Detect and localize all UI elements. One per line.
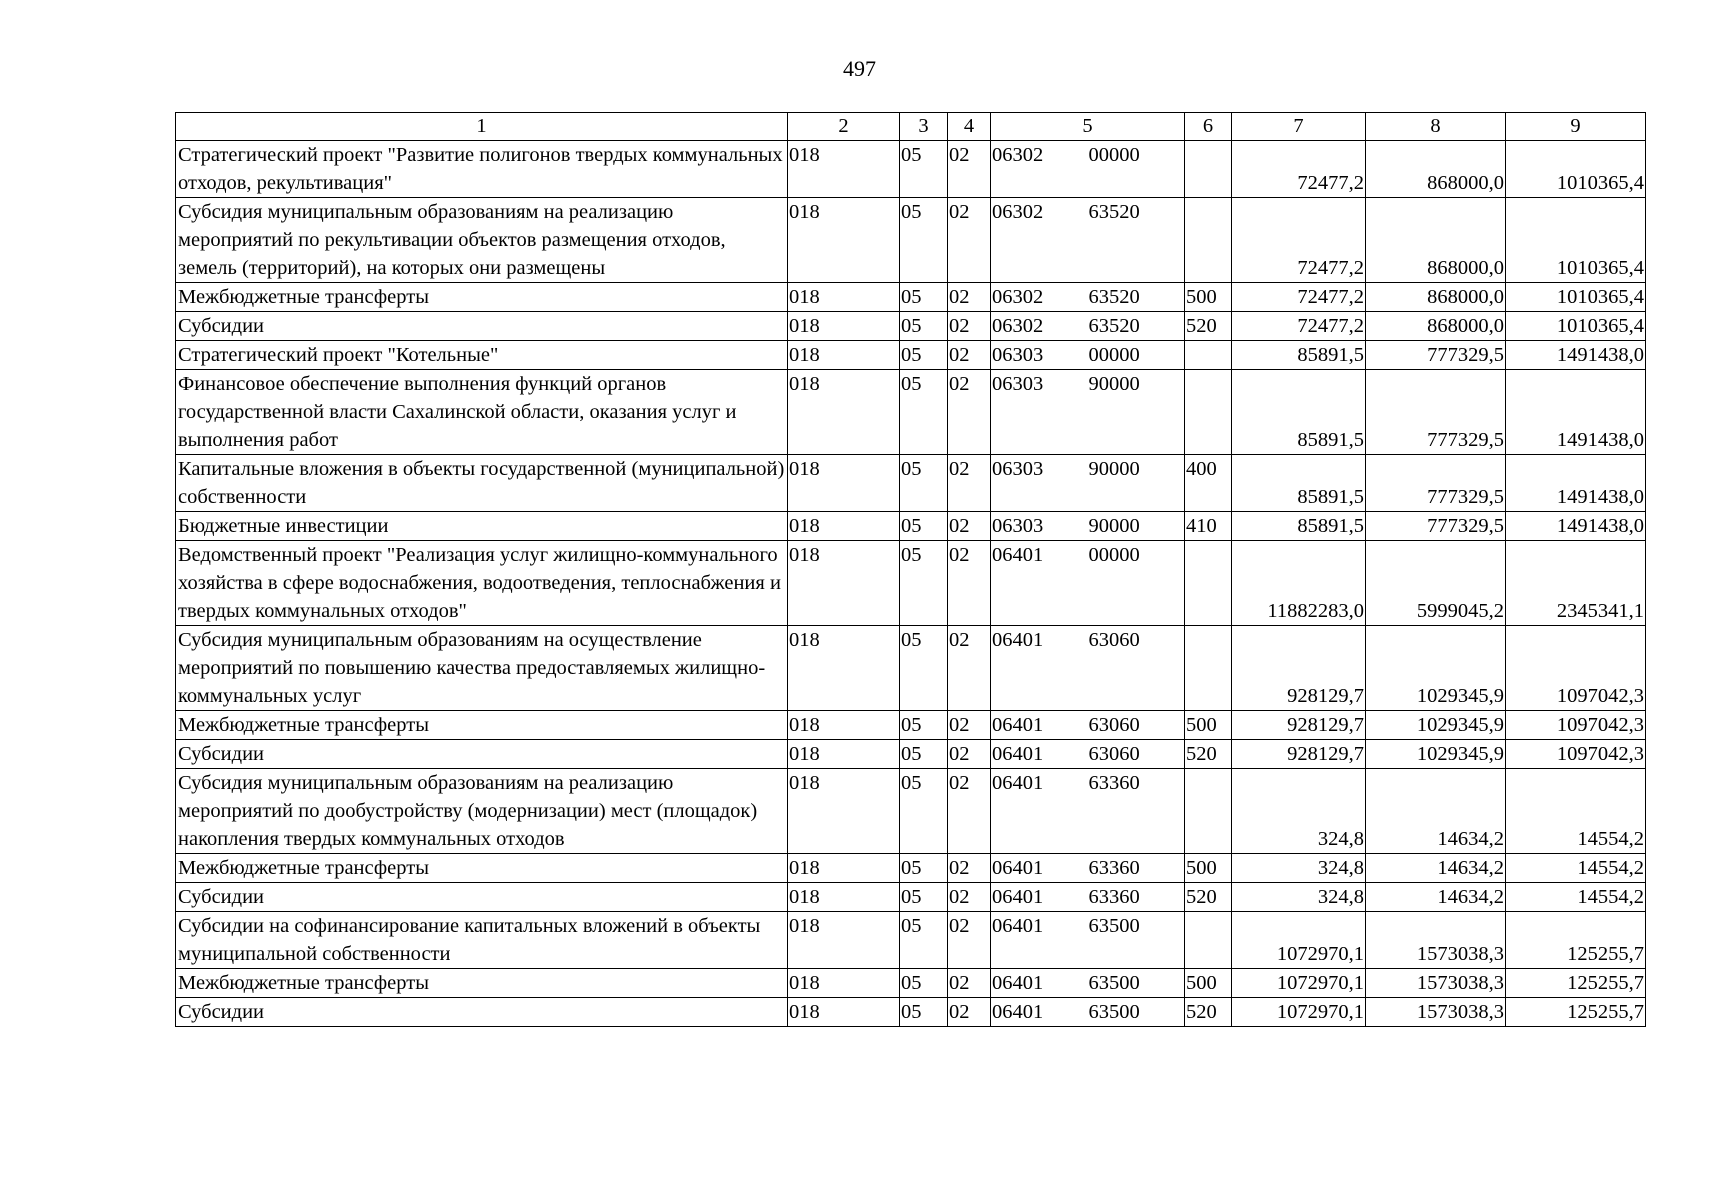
amount-col-9: 14554,2 (1506, 854, 1646, 883)
amount-col-9: 1097042,3 (1506, 740, 1646, 769)
table-row (176, 370, 1646, 455)
code-col-3: 05 (900, 854, 948, 883)
row-description: Субсидии (176, 312, 788, 341)
row-description: Межбюджетные трансферты (176, 711, 788, 740)
amount-col-8: 5999045,2 (1366, 541, 1506, 626)
code-col-6 (1185, 541, 1232, 626)
code-col-5-direction: 63360 (1083, 883, 1185, 912)
code-col-5-direction: 63060 (1083, 740, 1185, 769)
code-col-5-program: 06303 (991, 370, 1083, 455)
header-col-5: 5 (991, 113, 1185, 141)
amount-col-7: 85891,5 (1232, 512, 1366, 541)
code-col-2: 018 (788, 341, 900, 370)
code-col-5-program: 06401 (991, 912, 1083, 969)
amount-col-9: 14554,2 (1506, 883, 1646, 912)
row-description: Субсидия муниципальным образованиям на реализацию мероприятий по рекультивации объектов размещения отходов, земель (территорий), на которых они размещены (176, 198, 788, 283)
table-row (176, 969, 1646, 998)
table-row (176, 626, 1646, 711)
amount-col-8: 1029345,9 (1366, 711, 1506, 740)
header-col-7: 7 (1232, 113, 1366, 141)
code-col-5-direction: 63520 (1083, 312, 1185, 341)
code-col-3: 05 (900, 312, 948, 341)
row-description: Стратегический проект "Развитие полигонов твердых коммунальных отходов, рекультивация" (176, 141, 788, 198)
code-col-4: 02 (948, 312, 991, 341)
page-number: 497 (843, 56, 876, 81)
code-col-3: 05 (900, 512, 948, 541)
amount-col-9: 14554,2 (1506, 769, 1646, 854)
amount-col-8: 1029345,9 (1366, 740, 1506, 769)
row-description: Субсидии (176, 740, 788, 769)
table-row (176, 312, 1646, 341)
code-col-5-program: 06302 (991, 283, 1083, 312)
row-description: Финансовое обеспечение выполнения функций органов государственной власти Сахалинской области, оказания услуг и выполнения работ (176, 370, 788, 455)
code-col-4: 02 (948, 854, 991, 883)
amount-col-7: 85891,5 (1232, 455, 1366, 512)
amount-col-8: 868000,0 (1366, 198, 1506, 283)
code-col-4: 02 (948, 283, 991, 312)
code-col-2: 018 (788, 541, 900, 626)
table-row (176, 912, 1646, 969)
code-col-3: 05 (900, 711, 948, 740)
code-col-6 (1185, 141, 1232, 198)
code-col-5-program: 06401 (991, 854, 1083, 883)
code-col-3: 05 (900, 283, 948, 312)
code-col-2: 018 (788, 998, 900, 1027)
table-row (176, 883, 1646, 912)
code-col-2: 018 (788, 711, 900, 740)
code-col-4: 02 (948, 455, 991, 512)
amount-col-9: 1097042,3 (1506, 626, 1646, 711)
table-row (176, 740, 1646, 769)
code-col-6: 520 (1185, 883, 1232, 912)
code-col-4: 02 (948, 141, 991, 198)
amount-col-7: 72477,2 (1232, 198, 1366, 283)
code-col-2: 018 (788, 854, 900, 883)
header-col-1: 1 (176, 113, 788, 141)
header-col-6: 6 (1185, 113, 1232, 141)
row-description: Субсидии на софинансирование капитальных вложений в объекты муниципальной собственности (176, 912, 788, 969)
amount-col-9: 125255,7 (1506, 969, 1646, 998)
code-col-5-direction: 00000 (1083, 141, 1185, 198)
code-col-5-direction: 63520 (1083, 198, 1185, 283)
amount-col-8: 1573038,3 (1366, 998, 1506, 1027)
code-col-6 (1185, 769, 1232, 854)
amount-col-9: 1010365,4 (1506, 283, 1646, 312)
code-col-5-program: 06401 (991, 541, 1083, 626)
header-row (176, 113, 1646, 141)
amount-col-7: 324,8 (1232, 854, 1366, 883)
row-description: Бюджетные инвестиции (176, 512, 788, 541)
amount-col-7: 1072970,1 (1232, 912, 1366, 969)
table-row (176, 341, 1646, 370)
header-col-8: 8 (1366, 113, 1506, 141)
table-row (176, 711, 1646, 740)
amount-col-9: 1010365,4 (1506, 141, 1646, 198)
code-col-2: 018 (788, 512, 900, 541)
amount-col-8: 14634,2 (1366, 854, 1506, 883)
amount-col-9: 1491438,0 (1506, 455, 1646, 512)
amount-col-9: 1097042,3 (1506, 711, 1646, 740)
code-col-5-direction: 00000 (1083, 341, 1185, 370)
code-col-3: 05 (900, 626, 948, 711)
table-row (176, 141, 1646, 198)
code-col-5-direction: 63500 (1083, 998, 1185, 1027)
amount-col-8: 14634,2 (1366, 769, 1506, 854)
amount-col-9: 125255,7 (1506, 998, 1646, 1027)
code-col-6: 500 (1185, 711, 1232, 740)
code-col-3: 05 (900, 740, 948, 769)
code-col-4: 02 (948, 711, 991, 740)
amount-col-8: 1029345,9 (1366, 626, 1506, 711)
code-col-4: 02 (948, 912, 991, 969)
code-col-6 (1185, 341, 1232, 370)
row-description: Капитальные вложения в объекты государственной (муниципальной) собственности (176, 455, 788, 512)
code-col-6: 500 (1185, 854, 1232, 883)
table-row (176, 512, 1646, 541)
code-col-5-direction: 00000 (1083, 541, 1185, 626)
code-col-4: 02 (948, 740, 991, 769)
code-col-5-direction: 63360 (1083, 854, 1185, 883)
code-col-2: 018 (788, 740, 900, 769)
table-row (176, 769, 1646, 854)
code-col-2: 018 (788, 969, 900, 998)
header-col-3: 3 (900, 113, 948, 141)
amount-col-8: 777329,5 (1366, 341, 1506, 370)
code-col-6: 410 (1185, 512, 1232, 541)
code-col-4: 02 (948, 198, 991, 283)
code-col-3: 05 (900, 198, 948, 283)
code-col-6: 520 (1185, 312, 1232, 341)
code-col-4: 02 (948, 626, 991, 711)
row-description: Субсидии (176, 883, 788, 912)
code-col-5-program: 06401 (991, 626, 1083, 711)
code-col-4: 02 (948, 998, 991, 1027)
code-col-2: 018 (788, 312, 900, 341)
code-col-5-direction: 63360 (1083, 769, 1185, 854)
code-col-4: 02 (948, 541, 991, 626)
code-col-4: 02 (948, 969, 991, 998)
amount-col-7: 72477,2 (1232, 283, 1366, 312)
header-col-4: 4 (948, 113, 991, 141)
amount-col-7: 324,8 (1232, 769, 1366, 854)
amount-col-8: 1573038,3 (1366, 969, 1506, 998)
amount-col-8: 868000,0 (1366, 312, 1506, 341)
amount-col-7: 85891,5 (1232, 370, 1366, 455)
code-col-6 (1185, 626, 1232, 711)
amount-col-8: 1573038,3 (1366, 912, 1506, 969)
amount-col-9: 1491438,0 (1506, 341, 1646, 370)
amount-col-9: 1491438,0 (1506, 370, 1646, 455)
amount-col-7: 72477,2 (1232, 312, 1366, 341)
code-col-5-direction: 63060 (1083, 711, 1185, 740)
code-col-5-direction: 90000 (1083, 370, 1185, 455)
amount-col-8: 868000,0 (1366, 283, 1506, 312)
amount-col-7: 324,8 (1232, 883, 1366, 912)
row-description: Межбюджетные трансферты (176, 969, 788, 998)
row-description: Субсидии (176, 998, 788, 1027)
row-description: Субсидия муниципальным образованиям на осуществление мероприятий по повышению качества предоставляемых жилищно-коммунальных услуг (176, 626, 788, 711)
table-row (176, 998, 1646, 1027)
code-col-6: 520 (1185, 998, 1232, 1027)
amount-col-8: 777329,5 (1366, 455, 1506, 512)
amount-col-8: 777329,5 (1366, 370, 1506, 455)
row-description: Ведомственный проект "Реализация услуг жилищно-коммунального хозяйства в сфере водоснабжения, водоотведения, теплоснабжения и твердых коммунальных отходов" (176, 541, 788, 626)
code-col-6: 400 (1185, 455, 1232, 512)
code-col-5-program: 06401 (991, 740, 1083, 769)
amount-col-8: 777329,5 (1366, 512, 1506, 541)
amount-col-7: 928129,7 (1232, 740, 1366, 769)
amount-col-7: 1072970,1 (1232, 969, 1366, 998)
table-row (176, 455, 1646, 512)
amount-col-8: 868000,0 (1366, 141, 1506, 198)
amount-col-7: 1072970,1 (1232, 998, 1366, 1027)
code-col-2: 018 (788, 283, 900, 312)
code-col-4: 02 (948, 341, 991, 370)
code-col-2: 018 (788, 198, 900, 283)
code-col-5-direction: 63060 (1083, 626, 1185, 711)
code-col-2: 018 (788, 769, 900, 854)
row-description: Межбюджетные трансферты (176, 854, 788, 883)
table-row (176, 198, 1646, 283)
code-col-5-program: 06303 (991, 455, 1083, 512)
code-col-5-direction: 90000 (1083, 455, 1185, 512)
code-col-3: 05 (900, 341, 948, 370)
code-col-3: 05 (900, 883, 948, 912)
code-col-5-direction: 90000 (1083, 512, 1185, 541)
header-col-9: 9 (1506, 113, 1646, 141)
amount-col-9: 2345341,1 (1506, 541, 1646, 626)
code-col-5-program: 06401 (991, 969, 1083, 998)
header-col-2: 2 (788, 113, 900, 141)
code-col-5-program: 06302 (991, 198, 1083, 283)
row-description: Субсидия муниципальным образованиям на реализацию мероприятий по дообустройству (модернизации) мест (площадок) накопления твердых коммунальных отходов (176, 769, 788, 854)
code-col-3: 05 (900, 541, 948, 626)
amount-col-7: 928129,7 (1232, 626, 1366, 711)
code-col-2: 018 (788, 455, 900, 512)
row-description: Межбюджетные трансферты (176, 283, 788, 312)
code-col-5-program: 06302 (991, 141, 1083, 198)
code-col-4: 02 (948, 370, 991, 455)
code-col-5-program: 06303 (991, 512, 1083, 541)
code-col-5-program: 06302 (991, 312, 1083, 341)
code-col-2: 018 (788, 141, 900, 198)
table-row (176, 854, 1646, 883)
code-col-6: 500 (1185, 283, 1232, 312)
code-col-5-program: 06401 (991, 711, 1083, 740)
code-col-5-program: 06303 (991, 341, 1083, 370)
code-col-6 (1185, 912, 1232, 969)
code-col-6: 500 (1185, 969, 1232, 998)
code-col-5-program: 06401 (991, 998, 1083, 1027)
amount-col-9: 1010365,4 (1506, 198, 1646, 283)
code-col-5-direction: 63520 (1083, 283, 1185, 312)
budget-table (175, 112, 1646, 1027)
code-col-2: 018 (788, 370, 900, 455)
amount-col-7: 11882283,0 (1232, 541, 1366, 626)
amount-col-9: 1010365,4 (1506, 312, 1646, 341)
amount-col-7: 928129,7 (1232, 711, 1366, 740)
code-col-2: 018 (788, 912, 900, 969)
code-col-5-direction: 63500 (1083, 912, 1185, 969)
code-col-6 (1185, 198, 1232, 283)
amount-col-8: 14634,2 (1366, 883, 1506, 912)
row-description: Стратегический проект "Котельные" (176, 341, 788, 370)
code-col-2: 018 (788, 626, 900, 711)
table-row (176, 283, 1646, 312)
amount-col-7: 72477,2 (1232, 141, 1366, 198)
code-col-6: 520 (1185, 740, 1232, 769)
code-col-4: 02 (948, 512, 991, 541)
code-col-5-direction: 63500 (1083, 969, 1185, 998)
code-col-3: 05 (900, 912, 948, 969)
code-col-5-program: 06401 (991, 769, 1083, 854)
code-col-3: 05 (900, 769, 948, 854)
amount-col-9: 125255,7 (1506, 912, 1646, 969)
amount-col-7: 85891,5 (1232, 341, 1366, 370)
code-col-2: 018 (788, 883, 900, 912)
amount-col-9: 1491438,0 (1506, 512, 1646, 541)
code-col-6 (1185, 370, 1232, 455)
code-col-3: 05 (900, 370, 948, 455)
code-col-4: 02 (948, 769, 991, 854)
code-col-5-program: 06401 (991, 883, 1083, 912)
code-col-4: 02 (948, 883, 991, 912)
code-col-3: 05 (900, 141, 948, 198)
code-col-3: 05 (900, 998, 948, 1027)
table-row (176, 541, 1646, 626)
code-col-3: 05 (900, 455, 948, 512)
code-col-3: 05 (900, 969, 948, 998)
